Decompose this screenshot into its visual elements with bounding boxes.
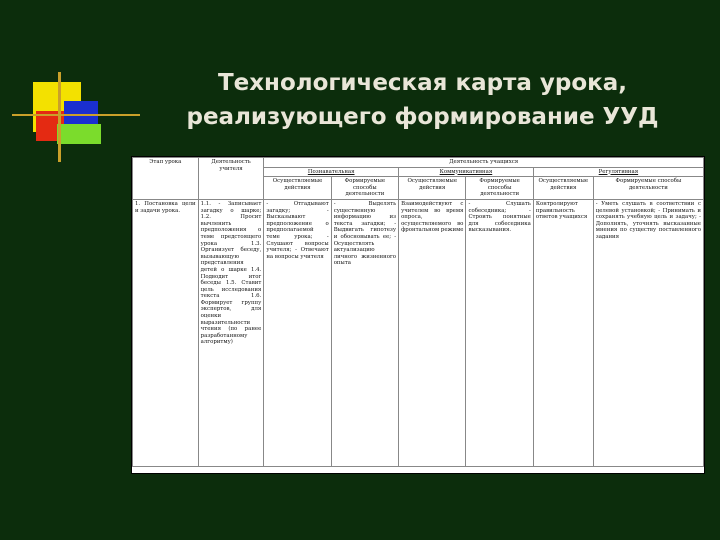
decor-green-square — [57, 124, 101, 144]
header-cognitive: Познавательная — [264, 167, 399, 177]
subheader-regulative-actions: Осуществляемые действия — [533, 177, 593, 200]
subheader-cognitive-methods: Формируемые способы деятельности — [331, 177, 398, 200]
subheader-communicative-actions: Осуществляемые действия — [399, 177, 466, 200]
cell-stage: 1. Постановка цели и задачи урока. — [133, 199, 199, 466]
decor-horizontal-line — [12, 114, 140, 116]
header-regulative: Регулятивная — [533, 167, 703, 177]
header-teacher-activity: Деятельность учителя — [198, 158, 264, 200]
header-communicative: Коммуникативная — [399, 167, 534, 177]
subheader-communicative-methods: Формируемые способы деятельности — [466, 177, 533, 200]
decor-vertical-line — [58, 72, 61, 162]
slide-title — [150, 66, 695, 134]
title-line-1: Технологическая карта урока, — [217, 70, 628, 96]
title-line-2: реализующего формирование УУД — [186, 104, 659, 130]
technological-map-table — [131, 156, 705, 474]
cell-communicative-methods: - Слушать собеседника; - Строить понятные для собеседника высказывания. — [466, 199, 533, 466]
cell-communicative-actions: Взаимодействуют с учителем во время опроса, осуществляемого во фронтальном режиме — [399, 199, 466, 466]
header-stage: Этап урока — [133, 158, 199, 200]
table-row — [133, 199, 704, 466]
cell-regulative-actions: Контролируют правильность ответов учащихся — [533, 199, 593, 466]
subheader-regulative-methods: Формируемые способы деятельности — [593, 177, 703, 200]
cell-regulative-methods: - Уметь слушать в соответствии с целевой установкой; - Принимать и сохранять учебную цель и задачу; - Дополнять, уточнять высказанные мнения по существу поставленного задания — [593, 199, 703, 466]
cell-cognitive-methods: - Выделять существенную информацию из текста загадки; - Выдвигать гипотезу и обосновывать ее; - Осуществлять актуализацию личного жизненного опыта — [331, 199, 398, 466]
header-student-activity: Деятельность учащихся — [264, 158, 704, 168]
cell-teacher-activity: 1.1. - Записывает загадку о шарке; 1.2. Просит вычленить предположения о теме предстоящего урока 1.3. Организует беседу, вызывающую представления детей о шарке 1.4. Подводит итог беседы 1.5. Ставит цель исследования текста 1.6. Формирует группу экспертов, для оценки выразительности чтения (по ранее разработанному алгоритму) — [198, 199, 264, 466]
subheader-cognitive-actions: Осуществляемые действия — [264, 177, 331, 200]
cell-cognitive-actions: - Отгадывают загадку; - Высказывают предположение о предполагаемой теме урока; - Слушают вопросы учителя; - Отвечают на вопросы учителя — [264, 199, 331, 466]
